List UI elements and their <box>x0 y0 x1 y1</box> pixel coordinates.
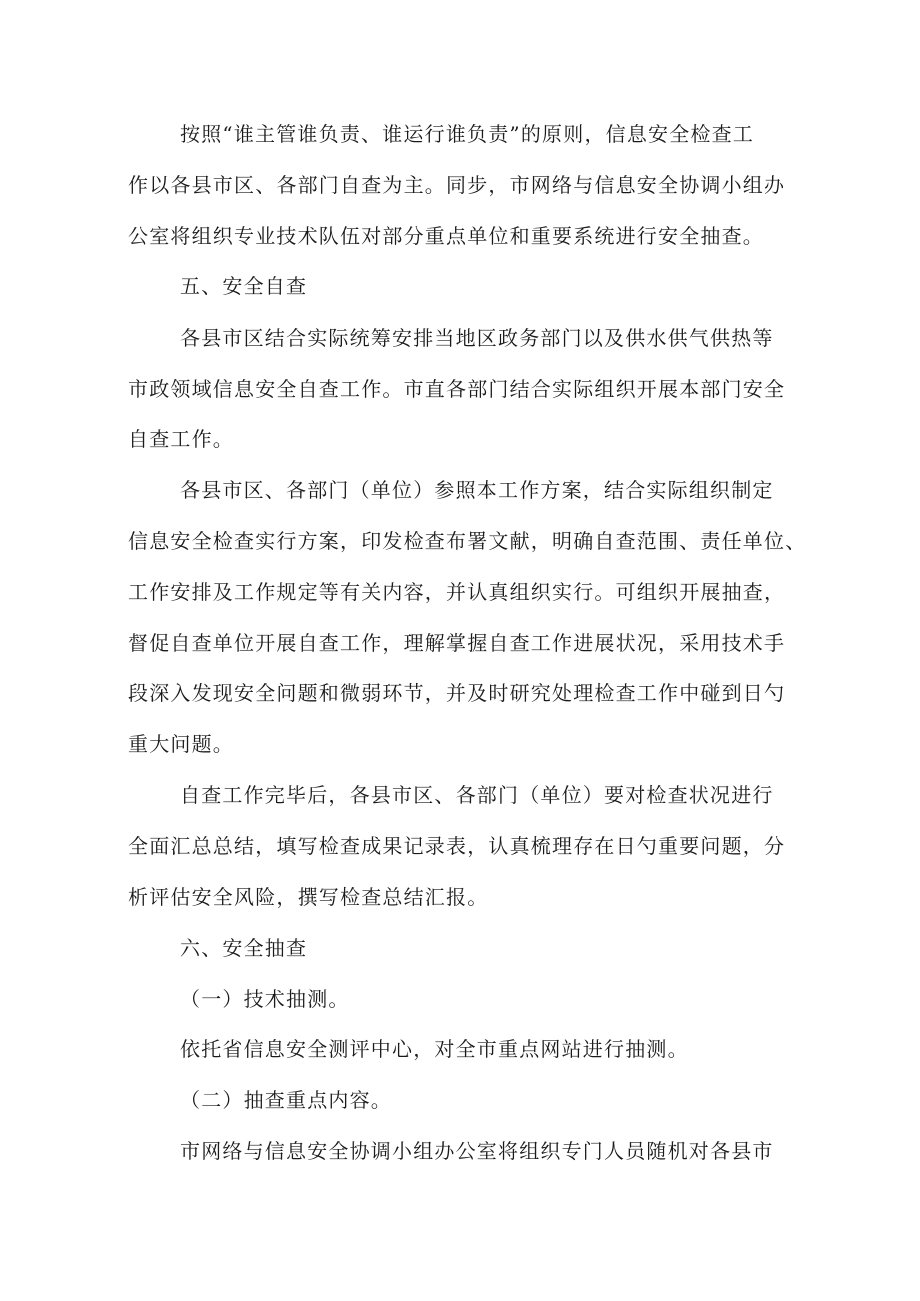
paragraph-line: 各县市区、各部门（单位）参照本工作方案，结合实际组织制定 <box>180 478 774 502</box>
paragraph-line: 公室将组织专业技术队伍对部分重点单位和重要系统进行安全抽查。 <box>128 224 764 248</box>
paragraph-line: 析评估安全风险，撰写检查总结汇报。 <box>128 885 489 909</box>
subsection-heading: （二）抽查重点内容。 <box>180 1088 392 1112</box>
paragraph-line: 段深入发现安全问题和微弱环节，并及时研究处理检查工作中碰到日勺 <box>128 681 786 705</box>
paragraph-line: 重大问题。 <box>128 732 234 756</box>
paragraph-line: 自查工作完毕后，各县市区、各部门（单位）要对检查状况进行 <box>180 783 774 807</box>
paragraph-line: 全面汇总总结，填写检查成果记录表，认真梳理存在日勺重要问题，分 <box>128 834 786 858</box>
paragraph-line: 工作安排及工作规定等有关内容，并认真组织实行。可组织开展抽查， <box>128 580 786 604</box>
subsection-heading: （一）技术抽测。 <box>180 987 350 1011</box>
paragraph-line: 市政领域信息安全自查工作。市直各部门结合实际组织开展本部门安全 <box>128 377 786 401</box>
paragraph-line: 信息安全检查实行方案，印发检查布署文献，明确自查范围、责任单位、 <box>128 529 807 553</box>
paragraph-line: 各县市区结合实际统筹安排当地区政务部门以及供水供气供热等 <box>180 326 774 350</box>
section-heading: 五、安全自查 <box>180 274 308 298</box>
paragraph-line: 按照“谁主管谁负责、谁运行谁负责”的原则，信息安全检查工 <box>180 122 755 146</box>
section-heading: 六、安全抽查 <box>180 936 308 960</box>
paragraph-line: 督促自查单位开展自查工作，理解掌握自查工作进展状况，采用技术手 <box>128 631 786 655</box>
paragraph-line: 市网络与信息安全协调小组办公室将组织专门人员随机对各县市 <box>180 1139 774 1163</box>
paragraph-line: 依托省信息安全测评中心，对全市重点网站进行抽测。 <box>180 1037 689 1061</box>
paragraph-line: 作以各县市区、各部门自查为主。同步，市网络与信息安全协调小组办 <box>128 173 786 197</box>
paragraph-line: 自查工作。 <box>128 427 234 451</box>
